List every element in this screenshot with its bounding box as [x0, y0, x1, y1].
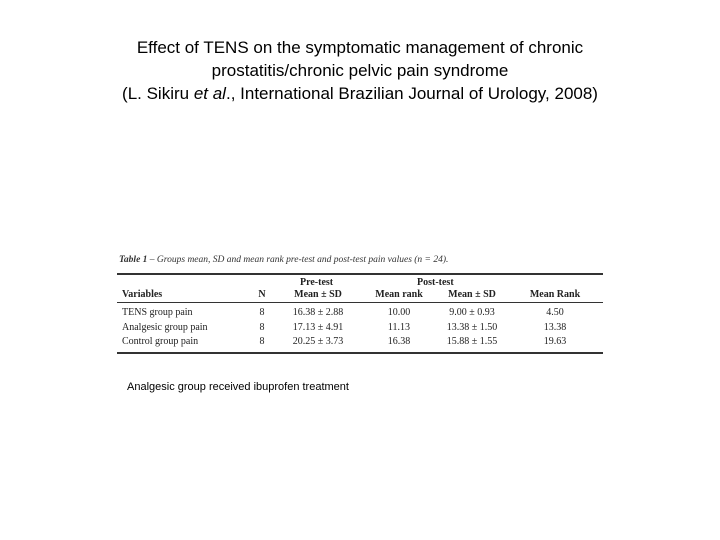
title-line-2: prostatitis/chronic pelvic pain syndrome	[211, 61, 509, 80]
column-header: Mean ± SD	[448, 289, 496, 300]
table-cell: 4.50	[546, 307, 564, 318]
column-header: Variables	[122, 289, 163, 300]
table-cell: TENS group pain	[122, 307, 193, 318]
table-cell: 20.25 ± 3.73	[292, 336, 344, 347]
table-cell: 13.38	[543, 321, 567, 333]
table-cell: 15.88 ± 1.55	[446, 336, 498, 347]
footnote: Analgesic group received ibuprofen treatment	[127, 381, 349, 393]
column-header: Mean rank	[375, 289, 423, 300]
table-cell: 8	[259, 307, 265, 318]
column-header: Mean Rank	[529, 289, 581, 300]
slide-title	[0, 36, 720, 105]
bottom-rule	[117, 352, 603, 354]
citation-et-al: et al	[193, 84, 226, 103]
table-cell: 13.38 ± 1.50	[446, 321, 498, 333]
caption-label: Table 1	[119, 255, 148, 265]
citation-journal: ., International Brazilian Journal of Urology, 2008)	[225, 84, 598, 103]
group-header-posttest: Post-test	[417, 277, 454, 288]
table-cell: 9.00 ± 0.93	[449, 307, 495, 318]
title-line-3	[0, 82, 720, 105]
group-header-pretest: Pre-test	[300, 277, 334, 288]
citation-author: (L. Sikiru	[122, 84, 194, 103]
table-cell: Control group pain	[122, 336, 199, 347]
table-cell: 19.63	[543, 336, 567, 347]
caption-text: – Groups mean, SD and mean rank pre-test and post-test pain values (n = 24).	[147, 255, 449, 265]
table-cell: 8	[259, 336, 265, 347]
column-header: N	[258, 289, 266, 300]
table-cell: Analgesic group pain	[122, 321, 208, 333]
table-caption	[119, 255, 448, 265]
column-header: Mean ± SD	[294, 289, 342, 300]
results-table	[117, 255, 603, 355]
table-cell: 17.13 ± 4.91	[292, 321, 344, 333]
table-cell: 8	[259, 321, 265, 333]
table-cell: 16.38	[387, 336, 411, 347]
top-rule	[117, 273, 603, 275]
table-cell: 16.38 ± 2.88	[292, 307, 344, 318]
table-cell: 11.13	[387, 321, 411, 333]
table-cell: 10.00	[387, 307, 411, 318]
title-line-1: Effect of TENS on the symptomatic management of chronic	[136, 38, 584, 57]
header-rule	[117, 302, 603, 303]
